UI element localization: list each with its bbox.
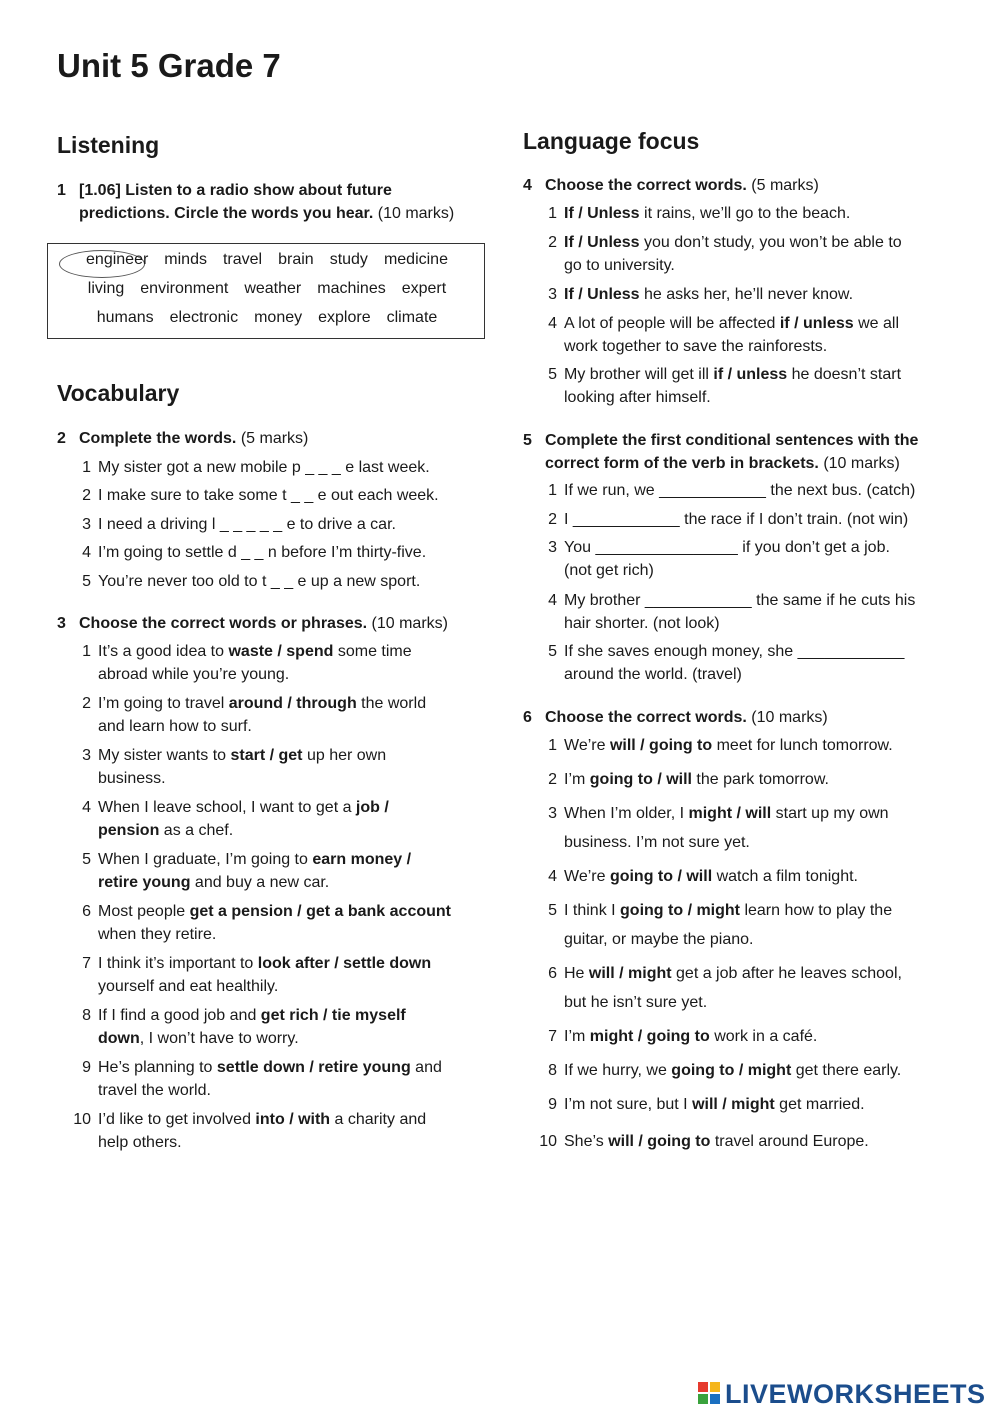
item-line [564, 283, 853, 306]
item-segment: I’d like to get involved [98, 1111, 256, 1128]
item-text [98, 900, 451, 946]
logo-text: LIVEWORKSHEETS [725, 1378, 986, 1409]
word-row-3 [48, 309, 486, 327]
item-segment: If I find a good job and [98, 1007, 261, 1024]
word-option[interactable]: explore [318, 309, 371, 326]
item-line [98, 1004, 406, 1027]
item-line [98, 952, 431, 975]
item-text [564, 589, 915, 635]
item-segment: If we hurry, we [564, 1062, 672, 1079]
item-text [98, 1056, 442, 1102]
item-segment: watch a film tonight. [712, 868, 858, 885]
item-segment: he asks her, he’ll never know. [639, 286, 854, 303]
item-number: 3 [548, 286, 557, 303]
item-line [564, 731, 893, 760]
answer-choice[interactable]: if / unless [779, 315, 854, 332]
item-number: 5 [548, 366, 557, 383]
item-segment: A lot of people will be affected [564, 315, 780, 332]
item-text [564, 202, 850, 225]
answer-choice[interactable]: might / will [688, 805, 772, 822]
answer-choice[interactable]: down [98, 1030, 140, 1047]
item-line [98, 1079, 442, 1102]
item-segment: I think it’s important to [98, 955, 258, 972]
item-segment: , I won’t have to worry. [139, 1030, 299, 1047]
item-line [564, 559, 890, 582]
page-title: Unit 5 Grade 7 [57, 47, 281, 84]
item-segment: and buy a new car. [190, 874, 330, 891]
item-segment: He’s planning to [98, 1059, 217, 1076]
item-segment: My brother will get ill [564, 366, 714, 383]
item-text [564, 363, 901, 409]
item-segment: it rains, we’ll go to the beach. [639, 205, 851, 222]
item-number: 8 [548, 1062, 557, 1079]
item-line [98, 570, 420, 593]
item-number: 3 [548, 805, 557, 822]
answer-choice[interactable]: look after / settle down [257, 955, 432, 972]
item-text [98, 848, 411, 894]
item-segment: I make sure to take some t _ _ e out each week. [98, 487, 439, 504]
answer-choice[interactable]: If / Unless [564, 286, 640, 303]
logo-icon [698, 1382, 722, 1406]
item-segment: I need a driving l _ _ _ _ _ e to drive a car. [98, 516, 396, 533]
item-line [564, 1056, 901, 1085]
item-number: 4 [82, 799, 91, 816]
item-segment: help others. [98, 1134, 182, 1151]
exercise-5-instruction-line1: Complete the first conditional sentences with the [545, 432, 919, 449]
item-line [564, 663, 904, 686]
item-segment: You ________________ if you don’t get a job. [564, 539, 890, 556]
item-segment: you don’t study, you won’t be able to [639, 234, 902, 251]
item-segment: When I leave school, I want to get a [98, 799, 356, 816]
item-text [98, 456, 430, 479]
item-segment: the park tomorrow. [691, 771, 829, 788]
item-segment: get a job after he leaves school, [671, 965, 902, 982]
item-line [98, 744, 386, 767]
word-option[interactable]: humans [96, 309, 154, 326]
word-option[interactable]: engineer [86, 251, 149, 268]
answer-choice[interactable]: get a pension / get a bank account [189, 903, 451, 920]
item-segment: travel around Europe. [710, 1133, 869, 1150]
item-text [564, 896, 892, 954]
language-focus-heading: Language focus [523, 128, 700, 154]
item-number: 6 [82, 903, 91, 920]
item-segment: My sister got a new mobile p _ _ _ e last week. [98, 459, 430, 476]
answer-choice[interactable]: If / Unless [564, 205, 640, 222]
item-segment: I’m going to settle d _ _ n before I’m thirty-five. [98, 544, 427, 561]
item-line [564, 925, 892, 954]
item-number: 7 [82, 955, 91, 972]
item-segment: hair shorter. (not look) [564, 615, 720, 632]
answer-choice[interactable]: pension [98, 822, 160, 839]
item-segment: get there early. [791, 1062, 902, 1079]
exercise-title: Choose the correct words or phrases. [79, 615, 368, 632]
exercise-title: Choose the correct words. [545, 177, 747, 194]
item-line [564, 536, 890, 559]
item-text [98, 541, 426, 564]
item-line [564, 589, 915, 612]
item-segment: I’m [564, 1028, 590, 1045]
item-text [98, 796, 389, 842]
item-number: 5 [548, 643, 557, 660]
answer-choice[interactable]: job / [355, 799, 389, 816]
item-number: 6 [548, 965, 557, 982]
item-segment: He [564, 965, 589, 982]
item-line [98, 692, 426, 715]
item-text [98, 640, 412, 686]
item-segment: When I graduate, I’m going to [98, 851, 313, 868]
answer-choice[interactable]: into / with [255, 1111, 331, 1128]
item-line [98, 923, 451, 946]
item-segment: My sister wants to [98, 747, 231, 764]
item-segment: If she saves enough money, she ____________ [564, 643, 905, 660]
item-number: 2 [82, 487, 91, 504]
exercise-5-instruction-line2: correct form of the verb in brackets. [545, 455, 819, 472]
item-text [98, 513, 396, 536]
word-option[interactable]: electronic [169, 309, 239, 326]
item-segment: I’m [564, 771, 590, 788]
item-line [564, 828, 889, 857]
item-segment: and [410, 1059, 442, 1076]
exercise-marks: (10 marks) [751, 709, 828, 726]
item-number: 10 [539, 1133, 557, 1150]
exercise-marks: (10 marks) [371, 615, 448, 632]
item-line [98, 1056, 442, 1079]
item-number: 3 [82, 516, 91, 533]
item-text [98, 1108, 426, 1154]
item-text [564, 765, 829, 794]
item-number: 1 [82, 643, 91, 660]
item-line [564, 508, 908, 531]
item-line [564, 765, 829, 794]
item-line [564, 1022, 817, 1051]
item-segment: It’s a good idea to [98, 643, 229, 660]
liveworksheets-logo [698, 1378, 986, 1410]
item-text [98, 1004, 406, 1050]
item-segment: get married. [774, 1096, 865, 1113]
exercise-marks: (5 marks) [240, 430, 309, 447]
exercise-number: 2 [57, 430, 66, 447]
answer-choice[interactable]: might / going to [589, 1028, 710, 1045]
exercise-number: 5 [523, 432, 532, 449]
item-line [564, 312, 899, 335]
item-segment: I’m going to travel [98, 695, 229, 712]
item-number: 9 [82, 1059, 91, 1076]
item-line [564, 1127, 869, 1156]
item-number: 4 [548, 592, 557, 609]
item-line [98, 819, 389, 842]
logo-square [698, 1394, 708, 1404]
answer-choice[interactable]: retire young [98, 874, 191, 891]
item-segment: guitar, or maybe the piano. [564, 931, 754, 948]
item-line [564, 254, 902, 277]
item-segment: we all [853, 315, 900, 332]
answer-choice[interactable]: going to / will [609, 868, 713, 885]
vocabulary-heading: Vocabulary [57, 380, 180, 406]
item-line [564, 896, 892, 925]
item-line [98, 663, 412, 686]
item-segment: around the world. (travel) [564, 666, 742, 683]
item-text [98, 744, 386, 790]
item-segment: when they retire. [98, 926, 217, 943]
answer-choice[interactable]: If / Unless [564, 234, 640, 251]
item-number: 8 [82, 1007, 91, 1024]
item-line [564, 1090, 865, 1119]
exercise-number: 4 [523, 177, 532, 194]
item-segment: yourself and eat healthily. [98, 978, 279, 995]
answer-choice[interactable]: get rich / tie myself [260, 1007, 406, 1024]
item-segment: up her own [302, 747, 387, 764]
item-text [564, 1022, 817, 1051]
item-number: 3 [548, 539, 557, 556]
item-text [564, 731, 893, 760]
item-segment: go to university. [564, 257, 675, 274]
item-line [564, 231, 902, 254]
item-line [564, 386, 901, 409]
answer-choice[interactable]: will / might [588, 965, 672, 982]
word-row-1 [48, 251, 486, 269]
item-number: 1 [82, 459, 91, 476]
logo-square [698, 1382, 708, 1392]
item-number: 7 [548, 1028, 557, 1045]
item-segment: learn how to play the [740, 902, 893, 919]
item-segment: a charity and [330, 1111, 427, 1128]
item-line [98, 871, 411, 894]
item-line [564, 640, 904, 663]
item-line [98, 456, 430, 479]
answer-choice[interactable]: going to / will [589, 771, 692, 788]
item-line [98, 640, 412, 663]
item-text [98, 952, 431, 998]
item-number: 2 [548, 771, 557, 788]
item-segment: work together to save the rainforests. [564, 338, 828, 355]
word-option[interactable]: medicine [383, 251, 448, 268]
item-line [564, 335, 899, 358]
item-segment: travel the world. [98, 1082, 211, 1099]
word-option[interactable]: money [254, 309, 303, 326]
item-segment: You’re never too old to t _ _ e up a new sport. [98, 573, 421, 590]
item-number: 2 [548, 234, 557, 251]
listening-heading: Listening [57, 132, 160, 158]
item-segment: abroad while you’re young. [98, 666, 290, 683]
item-segment: Most people [98, 903, 190, 920]
exercise-title: Choose the correct words. [545, 709, 747, 726]
item-number: 5 [548, 902, 557, 919]
exercise-number: 1 [57, 182, 66, 199]
item-text [564, 1090, 865, 1119]
answer-choice[interactable]: going to / might [671, 1062, 792, 1079]
item-segment: My brother ____________ the same if he cuts his [564, 592, 916, 609]
item-line [98, 1131, 426, 1154]
item-number: 4 [82, 544, 91, 561]
exercise-marks: (10 marks) [377, 205, 455, 222]
item-segment: business. I’m not sure yet. [564, 834, 750, 851]
word-option[interactable]: expert [401, 280, 447, 297]
answer-choice[interactable]: settle down / retire young [216, 1059, 411, 1076]
item-line [564, 363, 901, 386]
item-line [98, 975, 431, 998]
item-line [98, 484, 439, 507]
item-line [98, 715, 426, 738]
exercise-title: Complete the words. [79, 430, 237, 447]
item-segment: work in a café. [709, 1028, 818, 1045]
item-segment: If we run, we ____________ the next bus. (catch) [564, 482, 916, 499]
answer-choice[interactable]: start / get [230, 747, 303, 764]
item-number: 4 [548, 868, 557, 885]
item-text [564, 479, 915, 502]
item-number: 3 [82, 747, 91, 764]
item-segment: some time [333, 643, 412, 660]
item-segment: I think I [564, 902, 621, 919]
item-number: 2 [82, 695, 91, 712]
word-option[interactable]: study [329, 251, 368, 268]
exercise-marks: (5 marks) [751, 177, 819, 194]
item-text [98, 484, 439, 507]
item-text [564, 508, 908, 531]
exercise-1-instruction-line2: predictions. Circle the words you hear. [79, 205, 374, 222]
item-line [564, 479, 915, 502]
item-segment: She’s [564, 1133, 609, 1150]
item-number: 2 [548, 511, 557, 528]
item-segment: I ____________ the race if I don’t train. (not win) [564, 511, 909, 528]
item-text [564, 1056, 901, 1085]
item-line [98, 900, 451, 923]
item-segment: he doesn’t start [787, 366, 902, 383]
item-number: 5 [82, 573, 91, 590]
item-line [98, 1108, 426, 1131]
item-segment: (not get rich) [564, 562, 654, 579]
item-line [98, 541, 426, 564]
word-option[interactable]: brain [278, 251, 314, 268]
word-option[interactable]: machines [317, 280, 386, 297]
item-text [98, 570, 420, 593]
item-text [98, 692, 426, 738]
item-number: 1 [548, 205, 557, 222]
item-segment: but he isn’t sure yet. [564, 994, 708, 1011]
answer-choice[interactable]: around / through [228, 695, 357, 712]
item-text [564, 959, 902, 1017]
item-segment: and learn how to surf. [98, 718, 252, 735]
item-number: 5 [82, 851, 91, 868]
exercise-number: 3 [57, 615, 66, 632]
word-box [47, 243, 485, 339]
item-segment: looking after himself. [564, 389, 711, 406]
item-text [564, 283, 853, 306]
item-text [564, 1127, 869, 1156]
item-segment: We’re [564, 737, 610, 754]
item-number: 10 [73, 1111, 91, 1128]
logo-square [710, 1382, 720, 1392]
item-segment: I’m not sure, but I [564, 1096, 693, 1113]
item-segment: start up my own [771, 805, 889, 822]
logo-square [710, 1394, 720, 1404]
answer-choice[interactable]: will / might [692, 1096, 775, 1113]
item-segment: When I’m older, I [564, 805, 689, 822]
answer-choice[interactable]: going to / might [620, 902, 740, 919]
word-option[interactable]: climate [386, 309, 438, 326]
item-line [98, 796, 389, 819]
item-line [564, 799, 889, 828]
item-text [564, 231, 902, 277]
item-text [564, 862, 858, 891]
item-number: 1 [548, 482, 557, 499]
exercise-1-instruction-line1: [1.06] Listen to a radio show about future [79, 182, 392, 199]
item-line [564, 959, 902, 988]
word-option[interactable]: weather [244, 280, 302, 297]
word-row-2 [48, 280, 486, 298]
item-line [98, 513, 396, 536]
item-text [564, 799, 889, 857]
answer-choice[interactable]: will / going to [609, 737, 713, 754]
item-number: 1 [548, 737, 557, 754]
item-segment: We’re [564, 868, 610, 885]
item-number: 4 [548, 315, 557, 332]
item-segment: as a chef. [159, 822, 234, 839]
item-text [564, 312, 899, 358]
item-line [98, 1027, 406, 1050]
answer-choice[interactable]: waste / spend [228, 643, 334, 660]
item-line [564, 612, 915, 635]
item-text [564, 536, 890, 582]
item-number: 9 [548, 1096, 557, 1113]
word-option[interactable]: travel [222, 251, 263, 268]
exercise-marks: (10 marks) [823, 455, 900, 472]
word-option[interactable]: minds [164, 251, 207, 268]
exercise-number: 6 [523, 709, 532, 726]
item-line [98, 848, 411, 871]
item-segment: the world [356, 695, 427, 712]
item-line [98, 767, 386, 790]
word-option[interactable]: living [87, 280, 125, 297]
word-option[interactable]: environment [140, 280, 229, 297]
answer-choice[interactable]: if / unless [713, 366, 788, 383]
item-line [564, 988, 902, 1017]
answer-choice[interactable]: earn money / [312, 851, 412, 868]
item-text [564, 640, 904, 686]
item-line [564, 862, 858, 891]
item-segment: business. [98, 770, 166, 787]
answer-choice[interactable]: will / going to [608, 1133, 711, 1150]
item-line [564, 202, 850, 225]
item-segment: meet for lunch tomorrow. [712, 737, 893, 754]
